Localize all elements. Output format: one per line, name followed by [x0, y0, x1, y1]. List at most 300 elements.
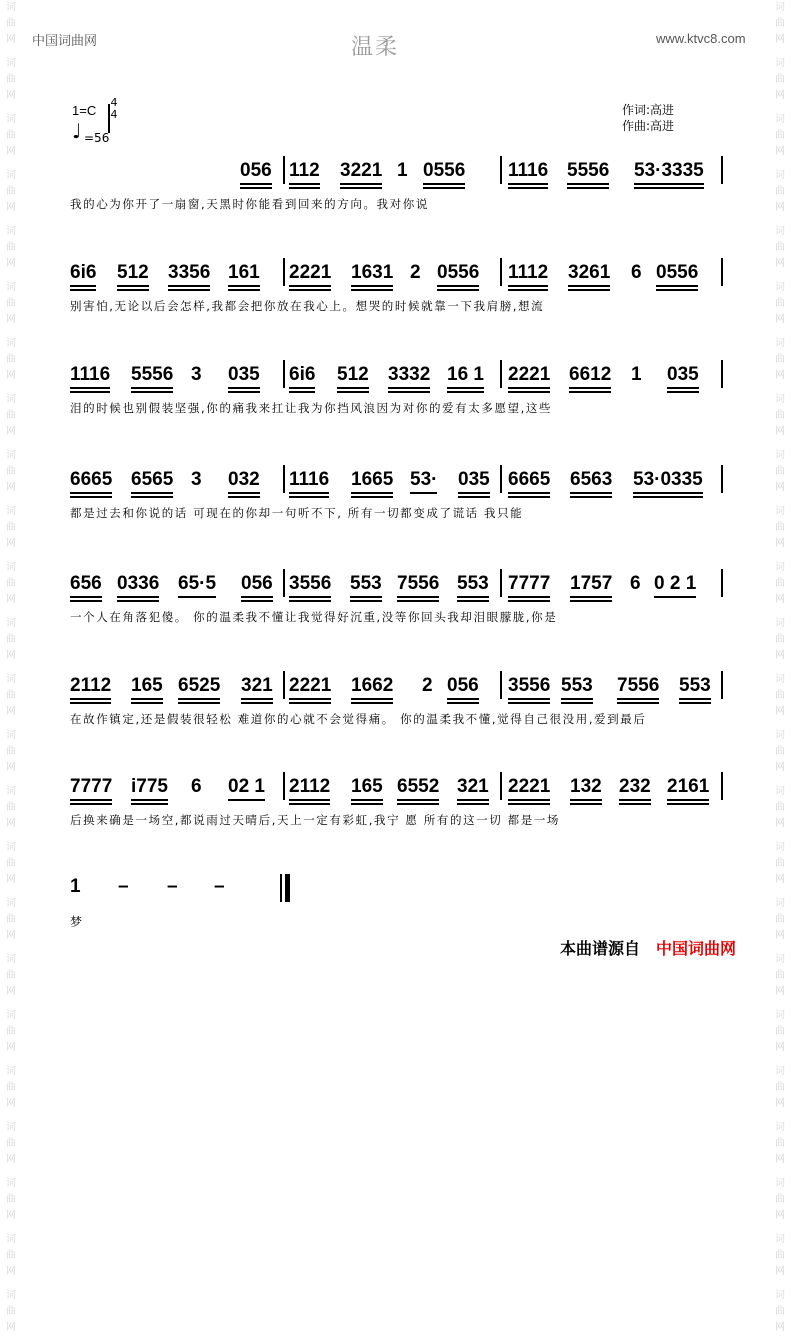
note-digits: 6 [191, 776, 202, 797]
beam-underline [289, 183, 320, 185]
beam-underline [351, 799, 383, 801]
beam-underline [178, 702, 220, 704]
note-digits: 1116 [289, 469, 330, 490]
note-group [422, 675, 433, 697]
beam-underline [508, 387, 550, 389]
site-url: www.ktvc8.com [656, 31, 746, 46]
note-digits: 056 [241, 573, 273, 594]
watermark-text: 词曲网 [775, 1066, 785, 1109]
beam-underline [70, 496, 112, 498]
note-group [240, 160, 272, 182]
beam-underline [70, 803, 112, 805]
notation-line [0, 766, 791, 806]
beam-underline [241, 698, 273, 700]
note-group [568, 262, 610, 284]
beam-underline [447, 391, 484, 393]
barline [283, 569, 285, 597]
note-digits: 1 [631, 364, 642, 385]
beam-underline [569, 387, 611, 389]
beam-underline [410, 492, 437, 494]
note-group [289, 469, 329, 491]
note-group [410, 262, 421, 284]
note-digits: 132 [570, 776, 602, 797]
note-group [191, 364, 202, 386]
watermark-text: 词曲网 [6, 954, 16, 997]
barline [721, 465, 723, 493]
note-group [228, 469, 260, 491]
beam-underline [131, 698, 163, 700]
note-digits: 6i6 [70, 262, 97, 283]
lyric-line: 别害怕,无论以后会怎样,我都会把你放在我心上。想哭的时候就靠一下我肩膀,想流 [70, 299, 545, 313]
watermark-text: 词曲网 [775, 730, 785, 773]
note-group [228, 262, 260, 284]
beam-underline [351, 803, 383, 805]
source-credit [560, 936, 736, 959]
note-digits: 3556 [508, 675, 551, 696]
watermark-text: 词曲网 [6, 1290, 16, 1333]
watermark-text: 词曲网 [6, 1178, 16, 1221]
watermark-text: 词曲网 [775, 170, 785, 213]
beam-underline [567, 183, 609, 185]
note-group [397, 573, 439, 595]
beam-underline [289, 698, 331, 700]
note-digits: 6 [631, 262, 642, 283]
watermark-text: 词曲网 [6, 1122, 16, 1165]
score-row [0, 252, 791, 324]
watermark-text: 词曲网 [775, 58, 785, 101]
beam-underline [508, 698, 550, 700]
note-digits: 6i6 [289, 364, 316, 385]
note-digits: 0 2 1 [654, 573, 697, 594]
time-signature [108, 97, 120, 121]
note-group [351, 776, 383, 798]
note-digits: 553 [457, 573, 489, 594]
beam-underline [617, 698, 659, 700]
watermark-text: 词曲网 [775, 562, 785, 605]
note-digits: 232 [619, 776, 651, 797]
dash-note: – [118, 876, 129, 897]
beam-underline [570, 799, 602, 801]
beam-underline [508, 496, 550, 498]
note-group [131, 675, 163, 697]
note-digits: 1112 [508, 262, 549, 283]
beam-underline [228, 492, 260, 494]
note-digits: 2112 [70, 675, 112, 696]
note-digits: 512 [337, 364, 369, 385]
watermark-text: 词曲网 [6, 506, 16, 549]
watermark-text: 词曲网 [6, 898, 16, 941]
beam-underline [508, 600, 550, 602]
beam-underline [70, 492, 112, 494]
beam-underline [289, 596, 331, 598]
source-label: 本曲谱源自 [560, 939, 641, 958]
note-group [619, 776, 651, 798]
beam-underline [340, 187, 382, 189]
note-group [457, 573, 489, 595]
note-digits: 1662 [351, 675, 394, 696]
watermark-text: 词曲网 [6, 562, 16, 605]
watermark-text: 词曲网 [6, 450, 16, 493]
note-digits: 2112 [289, 776, 331, 797]
note-group [570, 776, 602, 798]
note-group [447, 364, 484, 386]
beam-underline [131, 803, 168, 805]
beam-underline [423, 183, 465, 185]
beam-underline [289, 799, 330, 801]
notation-line [0, 252, 791, 292]
site-name-left: 中国词曲网 [32, 34, 98, 49]
note-digits: 1631 [351, 262, 394, 283]
beam-underline [70, 289, 96, 291]
notation-line [0, 665, 791, 705]
watermark-text: 词曲网 [775, 954, 785, 997]
beam-underline [340, 183, 382, 185]
lyric-line: 后换来确是一场空,都说雨过天晴后,天上一定有彩虹,我宁 愿 所有的这一切 都是一场 [70, 813, 561, 827]
beam-underline [388, 387, 430, 389]
note-digits: 5556 [131, 364, 174, 385]
beam-underline [70, 799, 112, 801]
beam-underline [508, 702, 550, 704]
beam-underline [241, 702, 273, 704]
note-digits: 65·5 [178, 573, 217, 594]
beam-underline [508, 803, 550, 805]
note-digits: 3356 [168, 262, 211, 283]
watermark-text: 词曲网 [6, 730, 16, 773]
beam-underline [289, 803, 330, 805]
beam-underline [458, 496, 490, 498]
note-group [569, 364, 611, 386]
note-digits: 3332 [388, 364, 431, 385]
beam-underline [117, 285, 149, 287]
barline [500, 569, 502, 597]
note-group [70, 364, 110, 386]
note-group [178, 573, 216, 595]
watermark-text: 词曲网 [775, 338, 785, 381]
beam-underline [337, 387, 369, 389]
note-group [667, 776, 709, 798]
beam-underline [619, 799, 651, 801]
note-digits: 553 [679, 675, 711, 696]
note-digits: 0556 [423, 160, 466, 181]
beam-underline [240, 183, 272, 185]
note-group [508, 776, 550, 798]
final-lyric: 梦 [70, 915, 83, 929]
beam-underline [351, 492, 393, 494]
note-digits: 161 [228, 262, 260, 283]
beam-underline [633, 496, 703, 498]
beam-underline [289, 289, 331, 291]
note-digits: 6665 [70, 469, 113, 490]
note-digits: 032 [228, 469, 260, 490]
note-group [131, 364, 173, 386]
note-group [508, 573, 550, 595]
note-group [70, 262, 96, 284]
beam-underline [457, 600, 489, 602]
source-site: 中国词曲网 [656, 939, 737, 958]
beam-underline [570, 492, 612, 494]
beam-underline [397, 803, 439, 805]
note-digits: 6563 [570, 469, 613, 490]
barline [721, 671, 723, 699]
watermark-text: 词曲网 [6, 114, 16, 157]
note-group [633, 469, 703, 491]
beam-underline [667, 387, 699, 389]
note-digits: 5556 [567, 160, 610, 181]
beam-underline [240, 187, 272, 189]
beam-underline [70, 596, 102, 598]
note-digits: 1665 [351, 469, 394, 490]
beam-underline [447, 698, 479, 700]
note-group [634, 160, 704, 182]
beam-underline [131, 492, 173, 494]
barline [283, 258, 285, 286]
notation-line [0, 354, 791, 394]
quarter-note-icon: ♩ [72, 119, 82, 143]
beam-underline [351, 285, 393, 287]
beam-underline [131, 387, 173, 389]
beam-underline [289, 285, 331, 287]
score-row [0, 459, 791, 531]
note-group [561, 675, 593, 697]
beam-underline [570, 596, 612, 598]
final-barline-thin [280, 874, 282, 902]
beam-underline [168, 289, 210, 291]
note-group [168, 262, 210, 284]
watermark-text: 词曲网 [6, 1010, 16, 1053]
beam-underline [508, 285, 548, 287]
note-digits: 3 [191, 364, 202, 385]
note-group [679, 675, 711, 697]
beam-underline [679, 702, 711, 704]
note-digits: 321 [457, 776, 489, 797]
watermark-text: 词曲网 [6, 58, 16, 101]
note-group [117, 573, 159, 595]
beam-underline [619, 803, 651, 805]
barline [283, 360, 285, 388]
dash-note: – [167, 876, 178, 897]
note-digits: 165 [351, 776, 383, 797]
lyric-line: 我的心为你开了一扇窗,天黑时你能看到回来的方向。我对你说 [70, 197, 429, 211]
watermark-text: 词曲网 [6, 842, 16, 885]
note-group [617, 675, 659, 697]
beam-underline [508, 492, 550, 494]
note-digits: 2221 [508, 776, 551, 797]
watermark-text: 词曲网 [775, 1290, 785, 1333]
beam-underline [561, 702, 593, 704]
lyric-line: 泪的时候也别假装坚强,你的痛我来扛让我为你挡风浪因为对你的爱有太多愿望,这些 [70, 401, 553, 415]
note-digits: 2221 [508, 364, 551, 385]
note-digits: 512 [117, 262, 149, 283]
lyric-line: 在故作镇定,还是假装很轻松 难道你的心就不会觉得痛。 你的温柔我不懂,觉得自己很没用,爱到最后 [70, 712, 647, 726]
beam-underline [457, 799, 489, 801]
beam-underline [508, 183, 548, 185]
beam-underline [654, 596, 696, 598]
beam-underline [508, 289, 548, 291]
note-digits: 0556 [437, 262, 480, 283]
note-digits: 7556 [397, 573, 440, 594]
barline [283, 156, 285, 184]
beam-underline [70, 387, 110, 389]
barline [500, 360, 502, 388]
note-digits: 2 [410, 262, 421, 283]
note-group [191, 776, 202, 798]
beam-underline [228, 285, 260, 287]
beam-underline [70, 391, 110, 393]
note-digits: 53·3335 [634, 160, 704, 181]
note-group [630, 573, 641, 595]
note-group [508, 469, 550, 491]
note-digits: 53· [410, 469, 438, 490]
beam-underline [656, 285, 698, 287]
watermark-text: 词曲网 [775, 898, 785, 941]
note-digits: 035 [228, 364, 260, 385]
beam-underline [570, 600, 612, 602]
note-digits: 0556 [656, 262, 699, 283]
note-group [289, 675, 331, 697]
note-digits: 035 [667, 364, 699, 385]
beam-underline [168, 285, 210, 287]
note-group [458, 469, 490, 491]
beam-underline [388, 391, 430, 393]
beam-underline [508, 799, 550, 801]
score-row [0, 665, 791, 737]
note-group [289, 262, 331, 284]
note-group [289, 364, 315, 386]
beam-underline [178, 596, 216, 598]
note-digits: 165 [131, 675, 163, 696]
watermark-text: 词曲网 [775, 2, 785, 45]
note-digits: 7777 [70, 776, 113, 797]
beam-underline [397, 799, 439, 801]
watermark-text: 词曲网 [775, 114, 785, 157]
note-digits: 7556 [617, 675, 660, 696]
beam-underline [634, 187, 704, 189]
note-digits: 0336 [117, 573, 160, 594]
watermark-text: 词曲网 [6, 2, 16, 45]
note-group [508, 675, 550, 697]
barline [500, 772, 502, 800]
beam-underline [397, 596, 439, 598]
note-digits: 02 1 [228, 776, 265, 797]
watermark-text: 词曲网 [775, 394, 785, 437]
beam-underline [117, 600, 159, 602]
note-digits: 321 [241, 675, 273, 696]
note-digits: 7777 [508, 573, 551, 594]
watermark-text: 词曲网 [6, 338, 16, 381]
beam-underline [457, 596, 489, 598]
beam-underline [679, 698, 711, 700]
barline [721, 569, 723, 597]
beam-underline [228, 799, 265, 801]
composer: 作曲:高进 [622, 119, 675, 133]
barline [283, 671, 285, 699]
note-digits: 16 1 [447, 364, 484, 385]
score-row [0, 354, 791, 426]
note-digits: 553 [350, 573, 382, 594]
beam-underline [241, 596, 273, 598]
note-group [508, 262, 548, 284]
final-note: 1 [70, 876, 81, 897]
note-group [351, 262, 393, 284]
beam-underline [667, 799, 709, 801]
note-group [437, 262, 479, 284]
beam-underline [508, 391, 550, 393]
beam-underline [289, 496, 329, 498]
lyricist: 作词:高进 [622, 103, 675, 117]
note-group [388, 364, 430, 386]
time-top: 4 [110, 96, 118, 109]
note-digits: 2 [422, 675, 433, 696]
note-digits: 6612 [569, 364, 612, 385]
watermark-text: 词曲网 [6, 674, 16, 717]
beam-underline [70, 698, 111, 700]
score-row [0, 766, 791, 838]
beam-underline [289, 492, 329, 494]
score-row [0, 563, 791, 635]
note-digits: 3221 [340, 160, 383, 181]
beam-underline [667, 391, 699, 393]
beam-underline [117, 596, 159, 598]
note-group [631, 364, 642, 386]
note-group [351, 675, 393, 697]
beam-underline [131, 391, 173, 393]
beam-underline [228, 387, 260, 389]
beam-underline [437, 289, 479, 291]
note-digits: 3 [191, 469, 202, 490]
watermark-text: 词曲网 [6, 786, 16, 829]
beam-underline [667, 803, 709, 805]
time-bottom: 4 [110, 108, 118, 121]
beam-underline [351, 698, 393, 700]
beam-underline [447, 702, 479, 704]
barline [283, 465, 285, 493]
note-group [289, 573, 331, 595]
beam-underline [457, 803, 489, 805]
dash-note: – [214, 876, 225, 897]
watermark-text: 词曲网 [6, 394, 16, 437]
note-group [178, 675, 220, 697]
note-group [508, 364, 550, 386]
note-group [423, 160, 465, 182]
final-barline-thick [285, 874, 290, 902]
note-group [191, 469, 202, 491]
note-group [508, 160, 548, 182]
note-digits: 6552 [397, 776, 440, 797]
note-digits: 3261 [568, 262, 611, 283]
beam-underline [241, 600, 273, 602]
barline [500, 258, 502, 286]
key-signature [72, 97, 152, 147]
beam-underline [289, 702, 331, 704]
note-group [228, 776, 265, 798]
beam-underline [228, 289, 260, 291]
note-group [228, 364, 260, 386]
beam-underline [70, 600, 102, 602]
beam-underline [634, 183, 704, 185]
note-digits: 6 [630, 573, 641, 594]
watermark-text: 词曲网 [775, 674, 785, 717]
watermark-text: 词曲网 [6, 170, 16, 213]
watermark-text: 词曲网 [775, 1178, 785, 1221]
beam-underline [228, 391, 260, 393]
beam-underline [228, 496, 260, 498]
lyric-line: 一个人在角落犯傻。 你的温柔我不懂让我觉得好沉重,没等你回头我却泪眼朦胧,你是 [70, 610, 558, 624]
note-digits: 056 [240, 160, 272, 181]
tempo: =56 [84, 131, 110, 145]
beam-underline [508, 596, 550, 598]
beam-underline [569, 391, 611, 393]
note-group [70, 469, 112, 491]
